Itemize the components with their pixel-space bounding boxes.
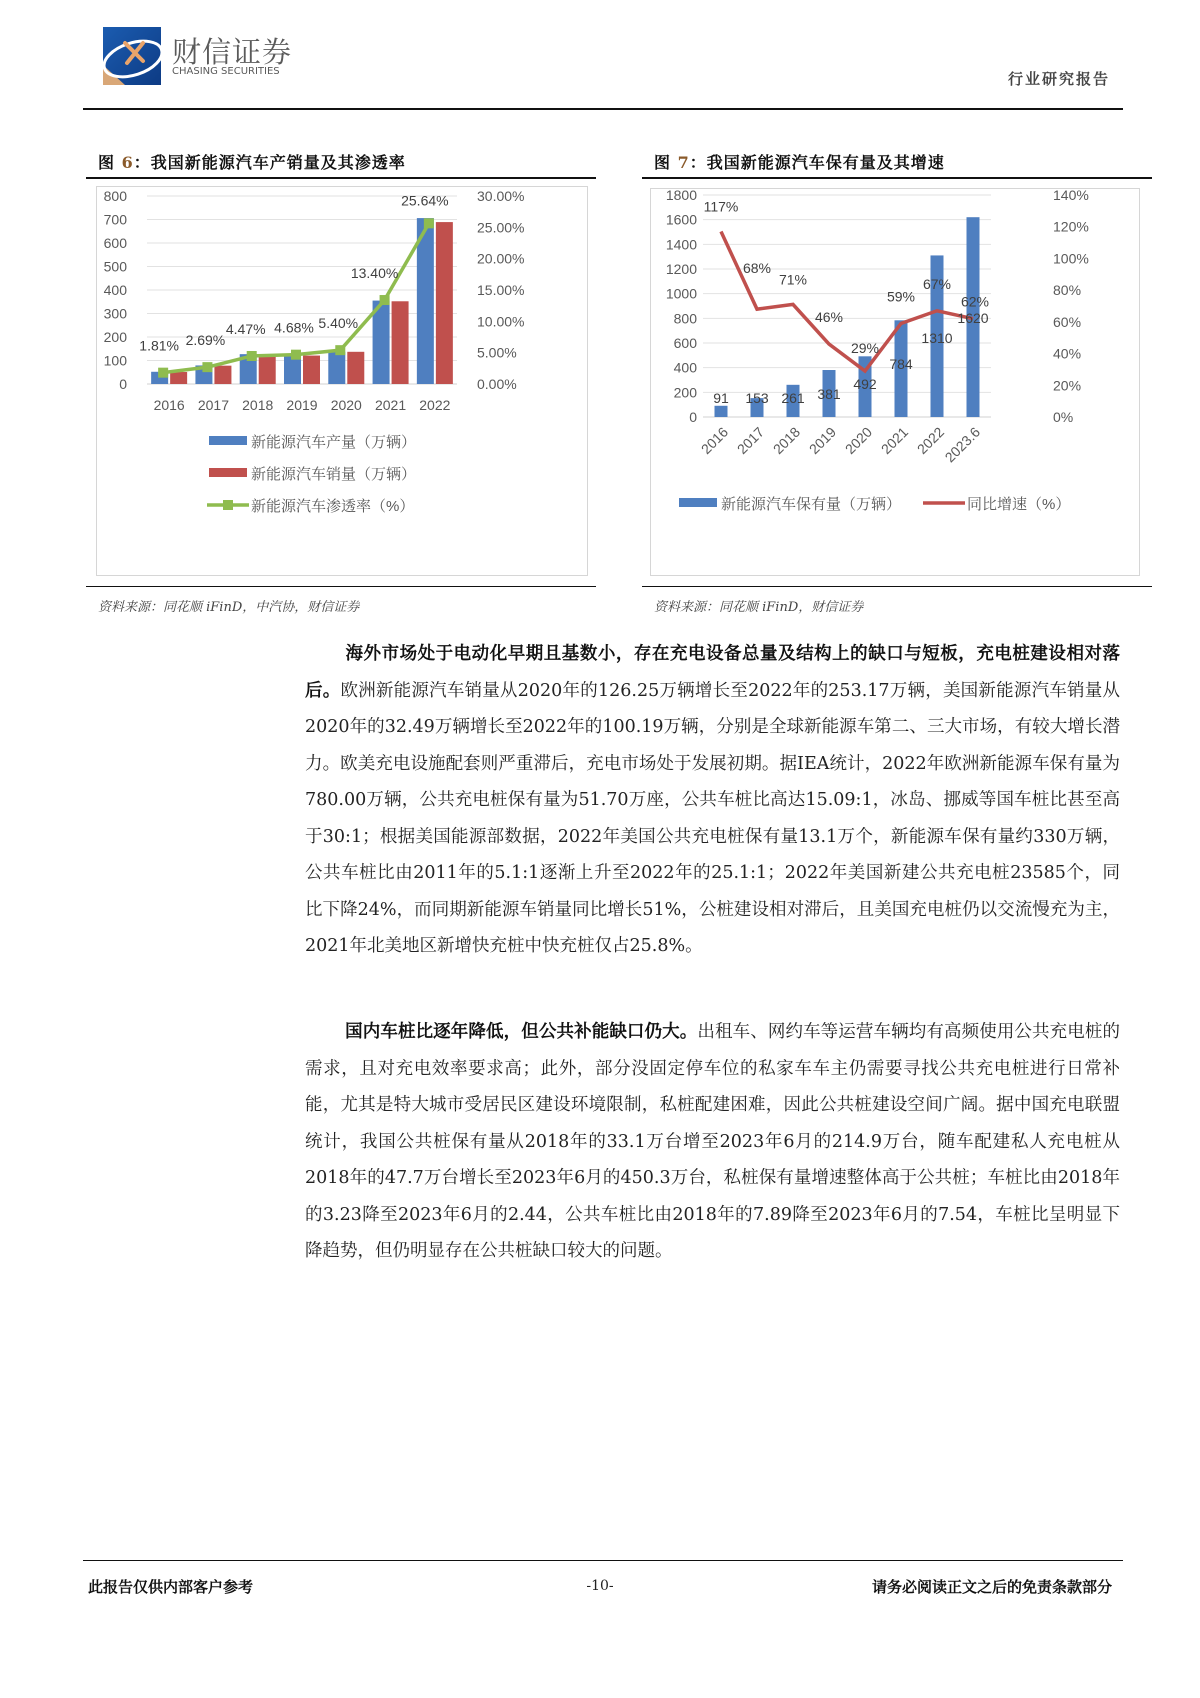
right-axis-tick: 0.00% bbox=[477, 376, 517, 392]
bar-sales bbox=[170, 372, 187, 384]
left-axis-tick: 0 bbox=[689, 409, 697, 425]
paragraph-lead: 国内车桩比逐年降低，但公共补能缺口仍大。 bbox=[345, 1022, 698, 1042]
left-axis-tick: 800 bbox=[673, 310, 697, 327]
right-axis-tick: 25.00% bbox=[477, 219, 525, 236]
legend-label: 新能源汽车销量（万辆） bbox=[251, 466, 417, 483]
bar-data-label: 492 bbox=[853, 376, 877, 392]
penetration-marker bbox=[424, 218, 434, 228]
x-axis-tick: 2017 bbox=[197, 397, 230, 413]
page-number: -10- bbox=[586, 1578, 614, 1594]
penetration-marker bbox=[247, 351, 257, 361]
x-axis-tick: 2016 bbox=[697, 423, 732, 458]
bar-production bbox=[328, 352, 345, 384]
right-axis-tick: 80% bbox=[1053, 282, 1082, 299]
data-label: 2.69% bbox=[185, 332, 226, 349]
line-data-label: 67% bbox=[922, 275, 952, 292]
bar-data-label: 1620 bbox=[957, 310, 989, 326]
report-type-label: 行业研究报告 bbox=[1007, 70, 1110, 88]
x-axis-tick: 2018 bbox=[769, 423, 804, 458]
x-axis-tick: 2020 bbox=[841, 423, 876, 458]
figure-7-source-rule bbox=[642, 586, 1152, 587]
paragraph-body: 出租车、网约车等运营车辆均有高频使用公共充电桩的需求，且对充电效率要求高；此外，部分没固定停车位的私家车车主仍需要寻找公共充电桩进行日常补能，尤其是特大城市受居民区建设环境限制，私桩配建困难，因此公共桩建设空间广阔。据中国充电联盟统计，我国公共桩保有量从2018年的33.1万台增至2023年6月的214.9万台，随车配建私人充电桩从2018年的47.7万台增长至2023年6月的450.3万台，私桩保有量增速整体高于公共桩；车桩比由2018年的3.23降至2023年6月的2.44，公共车桩比由2018年的7.89降至2023年6月的7.54，车桩比呈明显下降趋势，但仍明显存在公共桩缺口较大的问题。 bbox=[305, 1022, 1121, 1261]
penetration-marker bbox=[380, 295, 390, 305]
legend-label: 新能源汽车产量（万辆） bbox=[251, 434, 417, 451]
paragraph-overseas-market bbox=[305, 636, 1120, 965]
left-axis-tick: 1400 bbox=[665, 236, 697, 253]
right-axis-tick: 30.00% bbox=[477, 188, 525, 204]
legend-label: 新能源汽车渗透率（%） bbox=[251, 498, 415, 515]
bar-sales bbox=[347, 352, 364, 384]
x-axis-tick: 2021 bbox=[374, 397, 407, 413]
footer-disclaimer-right: 请务必阅读正文之后的免责条款部分 bbox=[871, 1578, 1112, 1596]
figure-6-source-rule bbox=[86, 586, 596, 587]
penetration-marker bbox=[335, 345, 345, 355]
line-data-label: 46% bbox=[814, 309, 844, 326]
figure-6-title-rule bbox=[86, 177, 596, 179]
figure-caption: ：我国新能源汽车产销量及其渗透率 bbox=[133, 153, 406, 172]
figure-7-chart bbox=[650, 188, 1140, 576]
x-axis-tick: 2022 bbox=[419, 397, 451, 413]
bar-data-label: 784 bbox=[889, 356, 913, 372]
bar-data-label: 153 bbox=[745, 390, 769, 406]
bar-data-label: 261 bbox=[781, 390, 805, 406]
right-axis-tick: 60% bbox=[1053, 313, 1082, 330]
penetration-marker bbox=[158, 368, 168, 378]
footer-disclaimer-left: 此报告仅供内部客户参考 bbox=[88, 1578, 254, 1596]
left-axis-tick: 600 bbox=[673, 335, 697, 351]
data-label: 5.40% bbox=[318, 315, 359, 332]
legend-swatch-stock bbox=[679, 498, 717, 507]
data-label: 4.68% bbox=[274, 319, 314, 336]
right-axis-tick: 15.00% bbox=[477, 282, 525, 298]
figure-6-chart bbox=[96, 186, 588, 576]
paragraph-lead: 海外市场处于电动化早期且基数小，存在充电设备总量及结构上的缺口与短板，充电桩建设相对落后。 bbox=[305, 644, 1120, 701]
figure-number: 6 bbox=[121, 153, 134, 172]
line-data-label: 68% bbox=[742, 260, 772, 277]
figure-6-title bbox=[98, 150, 406, 173]
right-axis-tick: 100% bbox=[1053, 250, 1089, 267]
bar-sales bbox=[392, 301, 409, 384]
bar-data-label: 91 bbox=[713, 390, 729, 406]
x-axis-tick: 2020 bbox=[330, 397, 362, 413]
left-axis-tick: 200 bbox=[673, 384, 697, 401]
figure-6-source: 资料来源：同花顺 iFinD，中汽协，财信证券 bbox=[98, 600, 360, 615]
right-axis-tick: 40% bbox=[1053, 345, 1082, 362]
figure-number: 7 bbox=[677, 153, 690, 172]
right-axis-tick: 10.00% bbox=[477, 313, 525, 330]
line-data-label: 29% bbox=[850, 340, 880, 357]
penetration-marker bbox=[291, 350, 301, 360]
figure-7-source: 资料来源：同花顺 iFinD，财信证券 bbox=[654, 600, 864, 615]
logo-english-name: CHASING SECURITIES bbox=[172, 66, 280, 77]
bar-stock bbox=[715, 406, 728, 417]
company-logo-icon bbox=[103, 27, 161, 85]
x-axis-tick: 2021 bbox=[877, 423, 912, 458]
x-axis-tick: 2017 bbox=[733, 423, 768, 458]
left-axis-tick: 800 bbox=[103, 188, 127, 204]
left-axis-tick: 100 bbox=[103, 352, 127, 369]
data-label: 1.81% bbox=[139, 337, 179, 354]
x-axis-tick: 2023.6 bbox=[941, 423, 984, 466]
data-label: 4.47% bbox=[225, 320, 266, 337]
paragraph-domestic-ratio bbox=[305, 1014, 1120, 1270]
figure-7-title-rule bbox=[642, 177, 1152, 179]
header-divider bbox=[83, 108, 1123, 110]
right-axis-tick: 0% bbox=[1053, 409, 1074, 425]
left-axis-tick: 1800 bbox=[665, 189, 697, 203]
legend-swatch-production bbox=[209, 436, 247, 445]
left-axis-tick: 700 bbox=[103, 211, 127, 228]
bar-data-label: 1310 bbox=[921, 330, 953, 346]
right-axis-tick: 20% bbox=[1053, 377, 1082, 394]
legend-label: 新能源汽车保有量（万辆） bbox=[721, 496, 902, 513]
line-data-label: 71% bbox=[778, 271, 808, 288]
bar-sales bbox=[436, 222, 453, 384]
penetration-marker bbox=[202, 362, 212, 372]
x-axis-tick: 2022 bbox=[913, 423, 948, 458]
right-axis-tick: 120% bbox=[1053, 218, 1089, 235]
bar-sales bbox=[214, 366, 231, 384]
data-label: 13.40% bbox=[350, 265, 399, 282]
figure-caption: ：我国新能源汽车保有量及其增速 bbox=[689, 153, 945, 172]
figure-7-chart-svg bbox=[651, 189, 1139, 575]
line-data-label: 117% bbox=[703, 198, 739, 215]
figure-prefix: 图 bbox=[654, 153, 672, 172]
line-data-label: 59% bbox=[886, 288, 916, 305]
bar-sales bbox=[259, 354, 276, 384]
legend-label: 同比增速（%） bbox=[967, 496, 1071, 513]
left-axis-tick: 400 bbox=[103, 282, 127, 298]
legend-swatch-sales bbox=[209, 468, 247, 477]
left-axis-tick: 600 bbox=[103, 235, 127, 251]
x-axis-tick: 2019 bbox=[286, 397, 318, 413]
x-axis-tick: 2016 bbox=[153, 397, 185, 413]
left-axis-tick: 200 bbox=[103, 329, 127, 345]
left-axis-tick: 300 bbox=[103, 305, 127, 322]
left-axis-tick: 1600 bbox=[665, 211, 697, 228]
figure-7-title bbox=[654, 150, 945, 173]
legend-marker bbox=[223, 500, 233, 510]
logo-chinese-name: 财信证券 bbox=[172, 35, 293, 69]
left-axis-tick: 500 bbox=[103, 258, 127, 275]
x-axis-tick: 2019 bbox=[805, 423, 840, 458]
bar-sales bbox=[303, 356, 320, 384]
left-axis-tick: 400 bbox=[673, 359, 697, 376]
right-axis-tick: 20.00% bbox=[477, 250, 525, 267]
x-axis-tick: 2018 bbox=[242, 397, 274, 413]
paragraph-body: 欧洲新能源汽车销量从2020年的126.25万辆增长至2022年的253.17万辆，美国新能源汽车销量从2020年的32.49万辆增长至2022年的100.19万辆，分别是全球新能源车第二、三大市场，有较大增长潜力。欧美充电设施配套则严重滞后，充电市场处于发展初期。据IEA统计，2022年欧洲新能源车保有量为780.00万辆，公共充电桩保有量为51.70万座，公共车桩比高达15.09:1，冰岛、挪威等国车桩比甚至高于30:1；根据美国能源部数据，2022年美国公共充电桩保有量13.1万个，新能源车保有量约330万辆，公共车桩比由2011年的5.1:1逐渐上升至2022年的25.1:1；2022年美国新建公共充电桩23585个，同比下降24%，而同期新能源车销量同比增长51%，公桩建设相对滞后，且美国充电桩仍以交流慢充为主，2021年北美地区新增快充桩中快充桩仅占25.8%。 bbox=[305, 680, 1121, 956]
right-axis-tick: 5.00% bbox=[477, 344, 517, 361]
left-axis-tick: 1000 bbox=[665, 285, 697, 302]
left-axis-tick: 0 bbox=[119, 376, 127, 392]
figure-prefix: 图 bbox=[98, 153, 116, 172]
bar-data-label: 381 bbox=[817, 386, 841, 402]
footer-divider bbox=[83, 1560, 1123, 1561]
data-label: 25.64% bbox=[401, 192, 449, 209]
line-data-label: 62% bbox=[960, 293, 990, 310]
figure-6-chart-svg bbox=[97, 187, 587, 575]
left-axis-tick: 1200 bbox=[665, 261, 697, 277]
right-axis-tick: 140% bbox=[1053, 189, 1089, 203]
